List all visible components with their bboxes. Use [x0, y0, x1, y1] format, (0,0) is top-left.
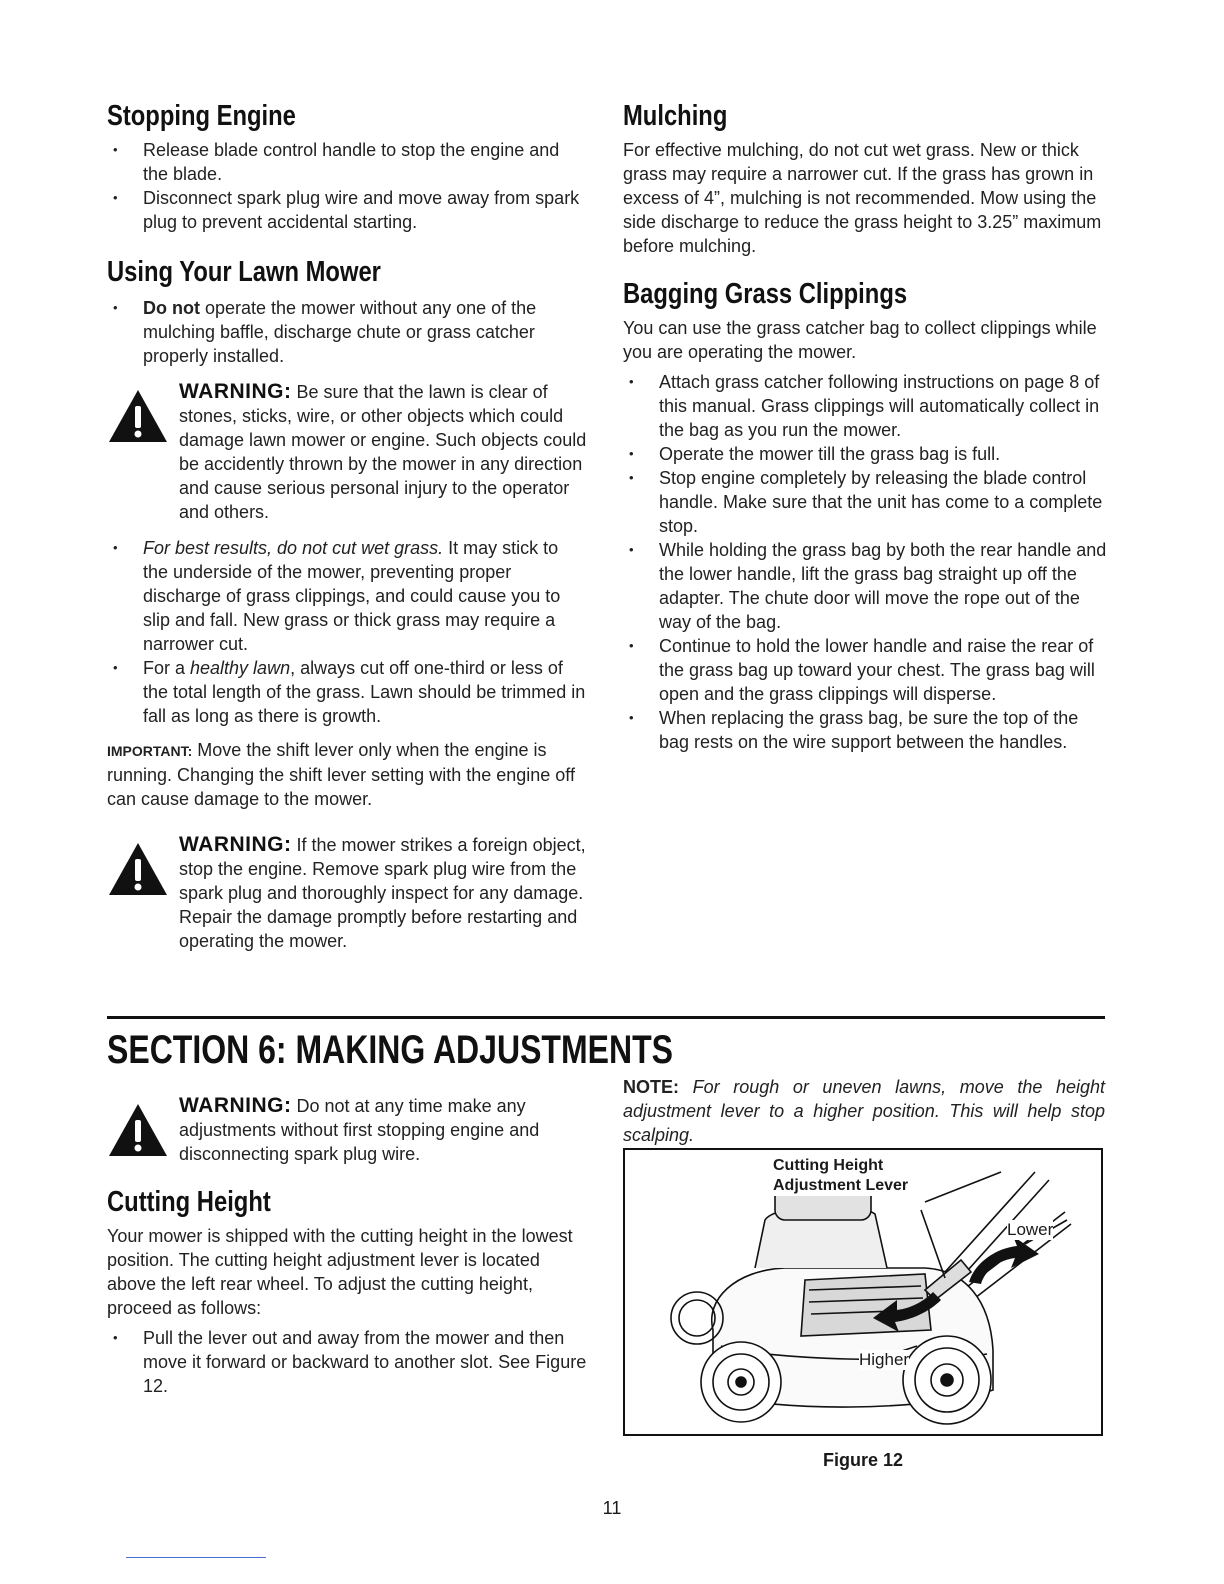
section-6-title: SECTION 6: MAKING ADJUSTMENTS	[107, 1028, 673, 1072]
warning-body: Be sure that the lawn is clear of stones, sticks, wire, or other objects which could damage lawn mower or engine. Such objects could be accidently thrown by the mower in any direction and cause serious personal injury to the operator and others.	[179, 382, 587, 522]
important-label: IMPORTANT:	[107, 743, 193, 759]
warning-text-1	[179, 380, 587, 524]
bagging-list	[623, 370, 1108, 754]
stopping-engine-list	[107, 138, 587, 234]
warning-block-3	[107, 1094, 587, 1166]
list-item: • Release blade control handle to stop the engine and the blade.	[107, 138, 587, 186]
warning-label: WARNING:	[179, 833, 292, 856]
bullet-text: For a	[143, 658, 191, 678]
cutting-height-text: Your mower is shipped with the cutting height in the lowest position. The cutting height adjustment lever is located above the left rear wheel. To adjust the cutting height, proceed as follows:	[107, 1226, 573, 1318]
left-column	[107, 98, 587, 953]
figure-lever-label	[771, 1156, 910, 1196]
using-list-2	[107, 536, 587, 728]
warning-text-2	[179, 833, 587, 953]
list-item: • Pull the lever out and away from the mower and then move it forward or backward to another slot. See Figure 12.	[107, 1326, 587, 1398]
right-column	[623, 98, 1108, 754]
warning-body: Do not at any time make any adjustments without first stopping engine and disconnecting spark plug wire.	[179, 1096, 540, 1164]
warning-triangle-icon	[107, 388, 169, 444]
cutting-height-list	[107, 1326, 587, 1398]
stopping-engine-heading: Stopping Engine	[107, 100, 296, 132]
bullet-text: It may stick to the underside of the mower, preventing proper discharge of grass clippings, and could cause you to slip and fall. New grass or thick grass may require a narrower cut.	[143, 538, 561, 654]
section-divider	[107, 1016, 1105, 1019]
list-item: • Continue to hold the lower handle and raise the rear of the grass bag up toward your chest. The grass bag will open and the grass clippings will disperse.	[623, 634, 1108, 706]
figure-label-line-1: Cutting Height	[773, 1157, 884, 1174]
list-item	[107, 296, 587, 368]
list-item: • Disconnect spark plug wire and move away from spark plug to prevent accidental starting.	[107, 186, 587, 234]
note-text: For rough or uneven lawns, move the height adjustment lever to a higher position. This will help stop scalping.	[623, 1077, 1105, 1145]
higher-label: Higher	[859, 1350, 910, 1369]
figure-12-box	[623, 1148, 1103, 1436]
warning-text-3	[179, 1094, 587, 1166]
warning-body: If the mower strikes a foreign object, stop the engine. Remove spark plug wire from the spark plug and thoroughly inspect for any damage. Repair the damage promptly before restarting and operating the mower.	[179, 835, 586, 951]
list-item: • When replacing the grass bag, be sure the top of the bag rests on the wire support between the handles.	[623, 706, 1108, 754]
note-paragraph	[623, 1075, 1105, 1147]
list-item: • Stop engine completely by releasing the blade control handle. Make sure that the unit has come to a complete stop.	[623, 466, 1108, 538]
figure-caption: Figure 12	[822, 1450, 904, 1470]
list-item	[107, 656, 587, 728]
section6-left	[107, 1094, 587, 1398]
lower-arrow-icon	[969, 1236, 1039, 1284]
list-item: • Attach grass catcher following instructions on page 8 of this manual. Grass clippings will automatically collect in the bag as you run the mower.	[623, 370, 1108, 442]
warning-block-2	[107, 833, 587, 953]
mulching-text: For effective mulching, do not cut wet grass. New or thick grass may require a narrower cut. If the grass has grown in excess of 4”, mulching is not recommended. Mow using the side discharge to reduce the grass height to 3.25” maximum before mulching.	[623, 140, 1102, 256]
list-item	[107, 536, 587, 656]
bagging-heading: Bagging Grass Clippings	[623, 278, 908, 310]
bagging-intro: You can use the grass catcher bag to collect clippings while you are operating the mower.	[623, 318, 1097, 362]
important-text: Move the shift lever only when the engine is running. Changing the shift lever setting with the engine off can cause damage to the mower.	[107, 740, 575, 809]
bullet-text: , always cut off one-third or less of the total length of the grass. Lawn should be trimmed in fall as long as there is growth.	[143, 658, 586, 726]
warning-label: WARNING:	[179, 1094, 292, 1117]
do-not-bold: Do not	[143, 298, 200, 318]
important-paragraph	[107, 738, 587, 811]
using-list-1	[107, 296, 587, 368]
warning-triangle-icon	[107, 841, 169, 897]
note-label: NOTE:	[623, 1077, 679, 1097]
best-results-italic: For best results, do not cut wet grass.	[143, 538, 444, 558]
warning-triangle-icon	[107, 1102, 169, 1158]
list-item: • Operate the mower till the grass bag is full.	[623, 442, 1108, 466]
cutting-height-heading: Cutting Height	[107, 1186, 271, 1218]
list-item: • While holding the grass bag by both the rear handle and the lower handle, lift the grass bag straight up off the adapter. The chute door will move the rope out of the way of the bag.	[623, 538, 1108, 634]
warning-block-1	[107, 380, 587, 524]
bullet-text: operate the mower without any one of the mulching baffle, discharge chute or grass catcher properly installed.	[143, 298, 537, 366]
figure-label-line-2: Adjustment Lever	[773, 1177, 909, 1194]
healthy-lawn-italic: healthy lawn	[190, 658, 291, 678]
page-number: 11	[602, 1498, 622, 1518]
lower-label: Lower	[1007, 1220, 1054, 1239]
using-lawn-mower-heading: Using Your Lawn Mower	[107, 256, 381, 288]
mulching-heading: Mulching	[623, 100, 728, 132]
footer-rule	[126, 1557, 266, 1558]
warning-label: WARNING:	[179, 380, 292, 403]
